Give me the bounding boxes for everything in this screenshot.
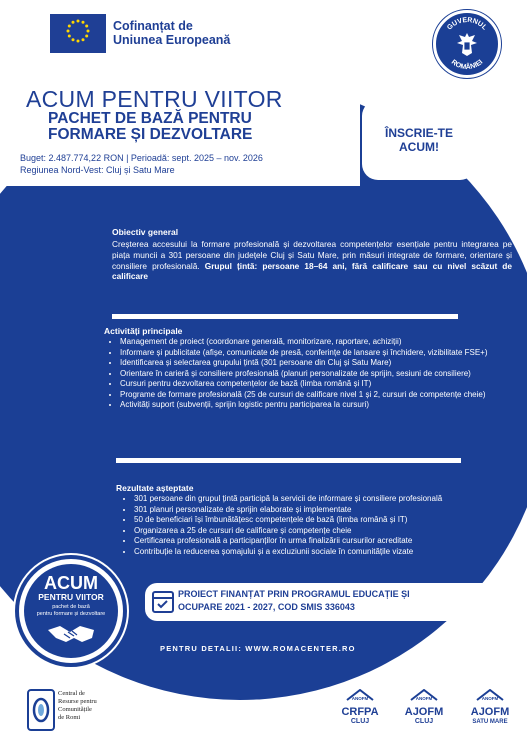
coat-of-arms-icon xyxy=(455,31,479,57)
list-item: • 301 planuri personalizate de sprijin elaborate și implementate xyxy=(134,505,522,516)
signup-button[interactable] xyxy=(362,100,476,180)
logo-name: CRFPA xyxy=(341,706,379,718)
target-group: Grupul țintă: persoane 18–64 ani, fără calificare sau cu nivel scăzut de calificare xyxy=(112,260,512,282)
list-item: • Certificarea profesională a participanților în urma finalizării cursurilor acreditate xyxy=(134,536,522,547)
list-item: • Programe de formare profesională (25 de cursuri de calificare nivel 1 și 2, cursuri de competențe cheie) xyxy=(120,390,524,401)
objective-text xyxy=(112,239,512,282)
svg-text:GUVERNUL xyxy=(446,17,488,32)
logo-sub: CLUJ xyxy=(350,718,370,725)
list-item: • Management de proiect (coordonare generală, monitorizare, raportare, achiziții) xyxy=(120,337,524,348)
financing-line-2: OCUPARE 2021 - 2027, COD SMIS 336043 xyxy=(178,602,355,612)
ajofm-satu-mare-logo xyxy=(462,688,518,726)
gov-ring-bottom-text: ROMÂNIEI xyxy=(449,58,485,72)
activities-list xyxy=(108,337,524,411)
list-item: • 50 de beneficiari își îmbunătățesc competențele de bază (limba română și IT) xyxy=(134,515,522,526)
region: Regiunea Nord-Vest: Cluj și Satu Mare xyxy=(20,165,175,175)
cta-line-2: ACUM! xyxy=(398,140,439,154)
anofm-label: ANOFM xyxy=(415,696,433,701)
logo-name: AJOFM xyxy=(404,706,444,718)
list-item: • Contribuție la reducerea șomajului și a excluziunii sociale în comunitățile vizate xyxy=(134,547,522,558)
list-item: • 301 persoane din grupul țintă participă la servicii de informare și consiliere profesională xyxy=(134,494,522,505)
project-badge xyxy=(15,555,127,667)
activities-heading: Activități principale xyxy=(104,326,183,336)
list-item: • Activități suport (subvenții, sprijin logistic pentru participarea la cursuri) xyxy=(120,400,524,411)
logo-sub: SATU MARE xyxy=(472,719,508,725)
divider-bar xyxy=(112,314,458,319)
financing-line-1: PROIECT FINANȚAT PRIN PROGRAMUL EDUCAȚIE ȘI xyxy=(178,589,410,599)
project-meta xyxy=(20,152,263,176)
subtitle-line-1: PACHET DE BAZĂ PENTRU xyxy=(48,110,252,127)
logo-name: AJOFM xyxy=(470,706,510,718)
government-logo xyxy=(433,10,501,78)
ajofm-cluj-logo xyxy=(400,688,448,726)
results-list xyxy=(122,494,522,557)
objective-heading: Obiectiv general xyxy=(112,227,179,237)
badge-line-4: pentru formare și dezvoltare xyxy=(36,610,106,617)
anofm-icon xyxy=(409,689,439,701)
crfpa-cluj-logo xyxy=(336,688,384,726)
budget-period: Buget: 2.487.774,22 RON | Perioadă: sept. 2025 – nov. 2026 xyxy=(20,153,263,163)
badge-line-2: PENTRU VIITOR xyxy=(38,592,104,602)
eu-line-2: Uniunea Europeană xyxy=(113,33,231,47)
gov-ring-top-text: GUVERNUL xyxy=(446,16,488,32)
list-item: • Informare și publicitate (afișe, comunicate de presă, conferințe de lansare și închidere, vizibilitate FSE+) xyxy=(120,348,524,359)
anofm-label: ANOFM xyxy=(351,696,369,701)
eu-flag-icon xyxy=(50,14,106,53)
crrc-text xyxy=(58,690,97,722)
list-item: • Organizarea a 25 de cursuri de calificare și competențe cheie xyxy=(134,526,522,537)
list-item: • Orientare în carieră și consiliere profesională (planuri personalizate de sprijin, sesiuni de consiliere) xyxy=(120,369,524,380)
project-subtitle xyxy=(48,111,308,143)
financing-text xyxy=(178,588,488,614)
eu-line-1: Cofinanțat de xyxy=(113,19,193,33)
crrc-line-2: Resurse pentru xyxy=(58,698,97,705)
crrc-line-4: de Romi xyxy=(58,714,81,721)
eu-cofinance-text xyxy=(113,19,230,47)
list-item: • Cursuri pentru dezvoltarea competențelor de bază (limba română și IT) xyxy=(120,379,524,390)
results-heading: Rezultate așteptate xyxy=(116,483,194,493)
objective-main: Creșterea accesului la formare profesională și dezvoltarea competențelor esențiale pentru integrarea pe piața muncii a 301 persoane din județele Cluj și Satu Mare, prin măsuri integrate de formare, orientare și consiliere profesională. xyxy=(112,239,512,271)
anofm-icon xyxy=(345,689,375,701)
calendar-icon xyxy=(152,591,174,613)
handshake-icon xyxy=(46,620,96,646)
anofm-icon xyxy=(475,689,505,701)
logo-sub: CLUJ xyxy=(414,718,434,725)
subtitle-line-2: FORMARE ȘI DEZVOLTARE xyxy=(48,126,253,143)
anofm-label: ANOFM xyxy=(481,696,499,701)
contact-link[interactable]: PENTRU DETALII: WWW.ROMACENTER.RO xyxy=(160,644,356,653)
badge-line-1: ACUM xyxy=(44,573,98,593)
badge-line-3: pachet de bază xyxy=(52,604,90,610)
crrc-logo-icon xyxy=(26,688,56,732)
crrc-line-1: Central de xyxy=(58,690,85,697)
project-title: ACUM PENTRU VIITOR xyxy=(26,86,283,112)
cta-line-1: ÎNSCRIE-TE xyxy=(384,126,453,140)
crrc-line-3: Comunitățile xyxy=(58,706,92,713)
svg-text:ROMÂNIEI xyxy=(450,59,485,71)
list-item: • Identificarea și selectarea grupului țintă (301 persoane din Cluj și Satu Mare) xyxy=(120,358,524,369)
divider-bar xyxy=(116,458,461,463)
